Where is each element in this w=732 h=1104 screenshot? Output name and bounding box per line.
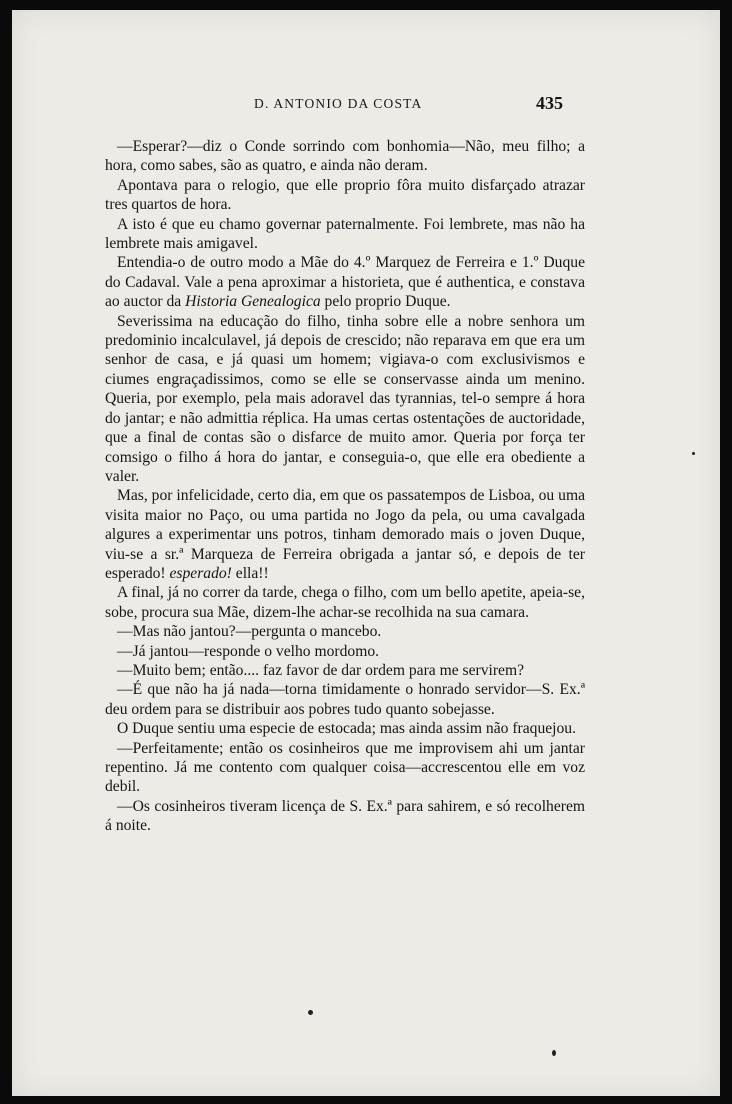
paragraph: —Mas não jantou?—pergunta o mancebo.	[117, 623, 382, 641]
body-text	[105, 137, 585, 836]
book-title: Historia Genealogica	[185, 293, 321, 311]
paper-speck	[552, 1050, 556, 1056]
paragraph: —Muito bem; então.... faz favor de dar ordem para me servirem?	[117, 661, 525, 679]
paragraph: —Os cosinheiros tiveram licença de S. Ex.ª para sahirem, e só recolherem á noite.	[105, 797, 585, 835]
paragraph-text: Entendia-o de outro modo a Mãe do 4.º Marquez de Ferreira e 1.º Duque do Cadaval. Vale a pena aproximar a historieta, que é authentica, e constava ao auctor da	[105, 254, 585, 311]
running-head: D. ANTONIO DA COSTA	[254, 96, 423, 111]
paper-speck	[308, 1010, 313, 1015]
paragraph-text: Mas, por infelicidade, certo dia, em que os passatempos de Lisboa, ou uma visita maior no Paço, ou uma partida no Jogo da pela, ou uma cavalgada algures a experimentar uns potros, tinham demorado mais o joven Duque, viu-se a sr.ª Marqueza de Ferreira obrigada a jantar só, e depois de ter esperado!	[105, 487, 585, 582]
paragraph: Apontava para o relogio, que elle proprio fôra muito disfarçado atrazar tres quartos de hora.	[105, 176, 585, 214]
paragraph	[105, 253, 585, 311]
page-header	[12, 93, 720, 120]
paragraph: O Duque sentiu uma especie de estocada; mas ainda assim não fraquejou.	[117, 720, 576, 738]
paragraph: —Já jantou—responde o velho mordomo.	[117, 642, 380, 660]
book-page	[12, 10, 720, 1096]
paragraph: —Esperar?—diz o Conde sorrindo com bonhomia—Não, meu filho; a hora, como sabes, são as quatro, e ainda não deram.	[105, 138, 585, 175]
paragraph-text: ella!!	[231, 564, 269, 582]
paragraph: —Perfeitamente; então os cosinheiros que me improvisem ahi um jantar repentino. Já me contento com qualquer coisa—accrescentou elle em voz debil.	[105, 739, 585, 796]
paragraph: A final, já no correr da tarde, chega o filho, com um bello apetite, apeia-se, sobe, procura sua Mãe, dizem-lhe achar-se recolhida na sua camara.	[105, 584, 585, 621]
paper-speck	[692, 452, 695, 455]
paragraph-text: pelo proprio Duque.	[320, 293, 451, 311]
paragraph: —É que não ha já nada—torna timidamente o honrado servidor—S. Ex.ª deu ordem para se distribuir aos pobres tudo quanto sobejasse.	[105, 681, 585, 718]
page-number: 435	[536, 93, 563, 113]
emphasis: esperado!	[169, 564, 232, 582]
paragraph: Severissima na educação do filho, tinha sobre elle a nobre senhora um predominio incalculavel, já depois de crescido; não reparava em que era um senhor de casa, e já quasi um homem; vigiava-o com exclusivismos e ciumes engraçadissimos, como se elle se conservasse ainda um menino. Queria, por exemplo, pela mais adoravel das tyrannias, tel-o sempre á hora do jantar; e não admittia réplica. Ha umas certas ostentações de auctoridade, que a final de contas são o disfarce de muito amor. Queria por força ter comsigo o filho á hora do jantar, e conseguia-o, que elle era obediente a valer.	[105, 312, 585, 485]
paragraph	[105, 486, 585, 583]
paragraph: A isto é que eu chamo governar paternalmente. Foi lembrete, mas não ha lembrete mais amigavel.	[105, 215, 585, 253]
